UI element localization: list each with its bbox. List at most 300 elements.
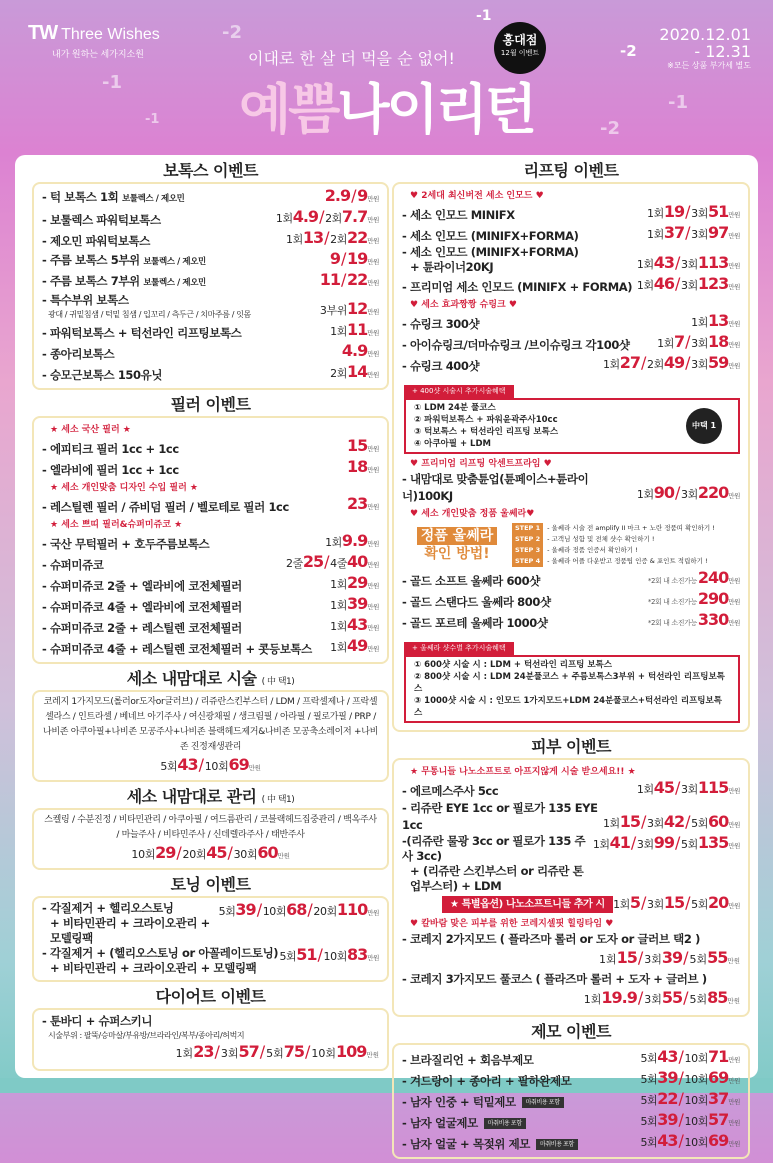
menu-item[interactable] [402,779,740,800]
event-period: 2020.12.01 - 12.31 ※모든 상품 부가세 별도 [659,25,751,70]
menu-item[interactable] [42,495,379,516]
section-title [392,736,750,758]
anesthesia-tag: 마취비용 포함 [536,1139,578,1150]
left-column [32,160,389,1075]
item-name-line: + 비타민관리 + 크라이오관리 + 모델링팩 [50,961,257,975]
anesthesia-tag: 마취비용 포함 [522,1097,564,1108]
item-name-text: - 브라질리언 + 회음부제모 [402,1053,534,1067]
menu-item[interactable] [402,569,740,590]
price-count: 1회 [583,993,602,1006]
item-name [402,1073,640,1090]
treatment-options: 스켈링 / 수분진정 / 비타민관리 / 아쿠아필 / 여드름관리 / 코블랙헤드집중관리 / 백옥주사 / 마늘주사 / 비타민주사 / 신데렐라주사 / 태반주사 [44,815,377,840]
section-title-text: 제모 이벤트 [531,1022,611,1041]
item-name-text: - 남자 얼굴제모 [402,1116,478,1130]
price-value: 4.9 [341,341,368,360]
price-value: 9.9 [341,531,368,550]
price-value: 55 [707,948,728,967]
price-separator: / [678,1068,684,1087]
item-name [42,252,330,271]
price-separator: / [678,1131,684,1150]
price-count: 3회 [691,337,708,350]
price-count: 20회 [182,848,207,861]
price-value: 97 [707,223,729,242]
section-title [32,874,389,896]
price-value: 5 [629,893,641,912]
item-name [42,557,286,574]
menu-item[interactable] [42,616,379,637]
price-value: 85 [707,988,728,1007]
price-separator: / [214,1042,220,1061]
item-name-text: - 에르메스주사 5cc [402,784,499,798]
price-separator: / [307,900,313,919]
item-name-text: - 특수부위 보톡스 [42,293,129,307]
item-name [42,946,279,976]
price [342,342,379,363]
price-unit: 만원 [728,902,740,910]
price-count: 3회 [691,358,708,371]
price-count: 10회 [204,760,229,773]
step-item [512,534,715,545]
price-value: 15 [619,812,641,831]
item-name [402,615,648,632]
menu-item[interactable] [42,342,379,363]
item-name-line: - 세소 인모드 (MINIFX+FORMA) [402,245,579,259]
menu-item[interactable] [402,590,740,611]
price-unit: 만원 [367,445,379,453]
item-name [42,1013,379,1042]
menu-item[interactable] [402,245,740,275]
price-count: 2회 [647,358,664,371]
price-unit: 만원 [728,598,740,606]
price-value: 22 [346,228,368,247]
price-separator: / [324,552,330,571]
deco-number: -2 [620,42,637,60]
price-count: 1회 [636,279,654,292]
price-separator: / [675,274,680,293]
price-count: 5회 [689,993,708,1006]
deco-number: -1 [145,112,160,127]
price-separator: / [198,755,204,774]
brand-slogan: 내가 원하는 세가지소원 [52,49,144,59]
slogan: 이대로 한 살 더 먹을 순 없어! [248,49,455,68]
price-unit: 만원 [367,466,379,474]
price-separator: / [675,483,680,502]
deco-number: -1 [668,92,688,113]
menu-item[interactable] [402,834,740,894]
price-count: 5회 [640,1136,658,1149]
item-name [402,207,647,224]
section-title-text: 세소 내맘대로 관리 [126,787,257,806]
price [648,590,740,611]
price [640,1132,740,1153]
menu-item[interactable] [402,471,740,505]
deco-number: -2 [222,22,242,43]
price-separator: / [630,833,636,852]
price-value: 99 [653,833,674,852]
package-price [42,1042,379,1065]
price-unit: 만원 [248,764,261,772]
step-text: - 울쎄라 시술 전 amplify II 마크 + 노란 정품띠 확인하기 ! [547,524,715,532]
price [330,321,379,342]
price-value: 109 [336,1042,367,1061]
item-name-text: - 슈퍼미쥬코 2줄 + 레스틸렌 코전체필러 [42,621,242,635]
price-unit: 만원 [367,954,379,962]
item-name [402,931,740,948]
price-unit: 만원 [728,619,740,627]
price [286,553,379,574]
item-name [42,273,320,292]
menu-item[interactable] [42,229,379,250]
item-detail: 시술부위 : 팔뚝/승마살/부유방/브라라인/복부/종아리/허벅지 [48,1031,245,1040]
price-unit: 만원 [728,1056,740,1064]
menu-item[interactable] [42,637,379,658]
price-count: 1회 [647,207,664,220]
promo-subheading: ♥ 세소 개인맞춤 정품 울쎄라♥ [410,509,535,519]
item-name [402,228,647,245]
menu-item[interactable] [402,224,740,245]
price [637,254,740,275]
menu-item[interactable] [42,437,379,458]
bonus-benefit-heading: + 울쎄라 샷수별 추가시술혜택 [404,642,514,655]
price [640,1069,740,1090]
price [657,333,740,354]
price-value: 43 [657,1047,678,1066]
item-name [42,641,330,658]
price-value: 49 [346,636,368,655]
price-value: 27 [619,353,641,372]
price-separator: / [641,353,647,372]
item-name-line: + 튠라이너20KJ [410,260,494,274]
promo-subheading: ★ 세소 국산 필러 ★ [50,425,131,435]
price [276,208,379,229]
deco-number: -1 [102,72,122,93]
item-name [402,471,637,505]
section-title-text: 필러 이벤트 [170,395,251,414]
menu-item[interactable] [402,354,740,375]
price-value: 57 [238,1042,259,1061]
price-unit: 만원 [277,852,290,860]
price-value: 39 [235,900,256,919]
item-name-text: - 제오민 파워턱보톡스 [42,234,150,248]
price-separator: / [685,812,691,831]
promo-subheading: ★ 무통니들 나노소프트로 아프지않게 시술 받으세요!! ★ [410,767,636,777]
price-value: 71 [707,1047,729,1066]
price-value: 123 [697,274,729,293]
special-option-label: ★ 특별옵션) 나노소프트니들 추가 시 [442,896,613,913]
item-name-text: - 세소 인모드 (MINIFX+FORMA) [402,229,579,243]
item-name-text: - 골드 포르테 울쎄라 1000샷 [402,616,548,630]
menu-item[interactable] [402,312,740,333]
item-name [42,599,330,616]
price-value: 19 [346,249,368,268]
price-count: 5회 [218,905,236,918]
bonus-benefit-item: ① LDM 24분 풀코스 [414,403,496,413]
price-separator: / [176,843,182,862]
price-unit: 만원 [727,957,740,965]
bonus-benefit-box [404,378,740,454]
brand-mark: TW [28,22,58,44]
section-title-note: ( 中 택1) [261,677,295,687]
price-value: 9 [329,249,340,268]
price-count: 1회 [613,898,630,911]
price-count: 1회 [330,641,347,654]
price-count: 3회 [681,488,698,501]
price [330,574,379,595]
item-name [42,212,276,229]
price-value: 15 [663,893,685,912]
item-name-text: - 골드 스탠다드 울쎄라 800샷 [402,595,551,609]
package-price [402,988,740,1011]
price-unit: 만원 [728,1077,740,1085]
item-name-text: - 슈퍼미쥬코 4줄 + 레스틸렌 코전체필러 + 콧등보톡스 [42,642,312,656]
menu-item[interactable] [42,321,379,342]
item-name-text: - 승모근보톡스 150유닛 [42,368,163,382]
item-name-text: - 슈퍼미쥬코 2줄 + 엘라비에 코전체필러 [42,579,242,593]
price-count: 5회 [681,838,698,851]
price-count: 1회 [598,953,617,966]
callout-line: 확인 방법! [424,546,490,562]
price-value: 39 [661,948,683,967]
authenticity-steps [402,523,740,567]
item-name-text: - 툰바디 + 슈퍼스키니 [42,1014,153,1028]
price-count: 1회 [647,228,664,241]
menu-item[interactable] [402,1111,740,1132]
item-name-text: - 파워턱보톡스 + 턱선라인 리프팅보톡스 [42,326,242,340]
menu-item[interactable] [402,800,740,834]
special-option[interactable] [402,894,740,915]
menu-item[interactable] [42,946,379,976]
price-separator: / [641,893,647,912]
item-name [42,499,347,516]
price-count: 3회 [644,993,662,1006]
price-count: 1회 [592,838,610,851]
section-title [32,160,389,182]
price-value: 7 [674,332,685,351]
price-unit: 만원 [367,624,379,632]
price-value: 11 [319,270,340,289]
price-value: 39 [346,594,368,613]
item-name-text: - 슈퍼미쥬코 [42,558,104,572]
promo-subheading: ♥ 2세대 최신버전 세소 인모드 ♥ [410,191,544,201]
price [347,495,379,516]
price-unit: 만원 [367,603,379,611]
price-value: 40 [346,552,368,571]
menu-item[interactable] [402,333,740,354]
section-box [392,758,750,1017]
price-count: 3회 [681,258,698,271]
bonus-benefit-list [404,398,740,454]
price-note: *2회 내 소진가능 [647,598,697,606]
price-value: 55 [661,988,683,1007]
menu-item[interactable] [402,1048,740,1069]
item-brands: 보툴렉스 / 제오민 [143,278,206,288]
price-count: 3회 [691,207,708,220]
menu-item[interactable] [42,208,379,229]
price-count: 10회 [684,1136,708,1149]
price-value: 15 [346,436,368,455]
price-value: 51 [296,945,317,964]
section-box [32,896,389,982]
price [603,354,740,375]
menu-item[interactable] [42,271,379,292]
price-count: 1회 [691,316,708,329]
item-name-line: - 각질제거 + (헬리오스토닝 or 아꼴레이드토닝) [42,946,279,960]
menu-item[interactable] [402,1069,740,1090]
price-count: 1회 [602,358,620,371]
promo-subheading: ♥ 프리미엄 리프팅 악센트프라임 ♥ [410,459,552,469]
bonus-benefit-item: ① 600샷 시술 시 : LDM + 턱선라인 리프팅 보톡스 [414,660,612,670]
deco-number: -2 [600,118,620,139]
price-separator: / [675,778,680,797]
menu-item[interactable] [42,292,379,321]
item-brands: 보툴렉스 / 제오민 [143,257,206,267]
price-value: 220 [697,483,729,502]
item-name-text: - 에피티크 필러 1cc + 1cc [42,442,179,456]
price-count: 2회 [330,367,347,380]
bonus-benefit-item: ② 800샷 시술 시 : LDM 24분풀코스 + 주름보톡스3부위 + 턱선라인 리프팅보톡스 [414,672,725,694]
price-unit: 만원 [728,362,740,370]
price-separator: / [340,270,346,289]
price-count: 3회 [691,228,708,241]
section-title-text: 다이어트 이벤트 [155,987,266,1006]
item-name-text: - 남자 얼굴 + 목젖위 제모 [402,1137,531,1151]
price [330,637,379,658]
price-unit: 만원 [728,211,740,219]
price-count: 10회 [311,1047,337,1060]
price-note: *2회 내 소진가능 [647,619,697,627]
price-count: 3회 [220,1047,239,1060]
price-unit: 만원 [728,1140,740,1148]
price-value: 43 [346,615,368,634]
price-separator: / [678,1110,684,1129]
menu-item[interactable] [402,931,740,948]
price-value: 59 [707,353,729,372]
step-list [512,523,715,567]
section-box [32,1008,389,1071]
price [637,484,740,505]
item-name-line: + 비타민관리 + 크라이오관리 + 모델링팩 [50,916,210,945]
price-value: 20 [707,893,729,912]
price-count: 4줄 [330,557,347,570]
section-box [392,182,750,732]
price-count: 1회 [330,599,347,612]
price-count: 5회 [279,950,297,963]
brand-name: Three Wishes [61,26,160,43]
menu-item[interactable] [402,1090,740,1111]
price-count: 5회 [640,1115,658,1128]
choose-one-badge: 中택 1 [686,408,722,444]
item-detail: 광대 / 귀밑침샘 / 턱밑 침샘 / 입꼬리 / 측두근 / 치마주름 / 잇몸 [48,310,251,319]
price-count: 5회 [640,1073,658,1086]
menu-item[interactable] [42,1013,379,1042]
menu-item[interactable] [402,971,740,988]
item-name [402,1094,640,1111]
bonus-benefit-item: ③ 1000샷 시술 시 : 인모드 1가지모드+LDM 24분풀코스+턱선라인 리프팅보톡스 [414,696,722,718]
price-unit: 만원 [367,308,379,316]
step-label: STEP 3 [512,545,543,556]
price [640,1090,740,1111]
item-name-text: - 슈퍼미쥬코 4줄 + 엘라비에 코전체필러 [42,600,242,614]
price-unit: 만원 [728,577,740,585]
menu-item[interactable] [402,275,740,296]
price-count: 1회 [175,1047,194,1060]
price-count: 1회 [636,783,654,796]
section-title-text: 토닝 이벤트 [170,875,251,894]
price [640,1048,740,1069]
price-value: 7.7 [341,207,368,226]
price-count: 5회 [691,898,708,911]
menu-item[interactable] [42,458,379,479]
price-count: 10회 [684,1094,708,1107]
price [647,203,740,224]
item-name [42,325,330,342]
price-count: 2회 [330,233,347,246]
menu-item[interactable] [402,1132,740,1153]
section-box [32,182,389,390]
menu-item[interactable] [42,250,379,271]
item-name-text: - 주름 보톡스 5부위 [42,253,140,267]
menu-item[interactable] [42,553,379,574]
vat-note: ※모든 상품 부가세 별도 [667,61,751,70]
price-count: 3회 [644,953,662,966]
menu-item[interactable] [42,532,379,553]
price [648,569,740,590]
price-value: 39 [657,1068,678,1087]
price [347,458,379,479]
price-value: 42 [663,812,685,831]
section-box [392,1043,750,1159]
price-value: 69 [707,1131,729,1150]
price-count: 2회 [325,212,342,225]
price-note: *2회 내 소진가능 [647,577,697,585]
price-value: 41 [609,833,630,852]
price-unit: 만원 [728,842,740,850]
price-value: 60 [707,812,729,831]
menu-item[interactable] [42,187,379,208]
price-unit: 만원 [367,540,379,548]
price-unit: 만원 [367,645,379,653]
item-name-text: - 코레지 3가지모드 풀코스 ( 플라즈마 롤러 + 도자 + 글러브 ) [402,972,707,986]
item-name [402,594,648,611]
price-count: 1회 [602,817,620,830]
price-value: 113 [697,253,729,272]
price-count: 3회 [647,898,664,911]
package-price [42,845,379,864]
price-unit: 만원 [728,821,740,829]
item-name [402,971,740,988]
menu-item[interactable] [42,595,379,616]
menu-item[interactable] [42,363,379,384]
price-value: 15 [616,948,637,967]
price-value: 22 [346,270,368,289]
menu-item[interactable] [402,611,740,632]
price-unit: 만원 [367,216,379,224]
price-count: 1회 [325,536,342,549]
step-label: STEP 4 [512,556,543,567]
item-name-line: - 각질제거 + 헬리오스토닝 [42,901,174,915]
menu-item[interactable] [42,901,379,946]
menu-item[interactable] [402,203,740,224]
price-value: 57 [707,1110,729,1129]
price-value: 11 [346,320,368,339]
section-title [392,160,750,182]
price-separator: / [319,207,325,226]
menu-item[interactable] [42,574,379,595]
item-brands: 보툴렉스 / 제오민 [121,194,185,204]
price-unit: 만원 [728,341,740,349]
item-name-text: - 내맘대로 맞춤튠업(튠페이스+튠라이너)100KJ [402,472,589,503]
price-value: 290 [697,589,729,608]
